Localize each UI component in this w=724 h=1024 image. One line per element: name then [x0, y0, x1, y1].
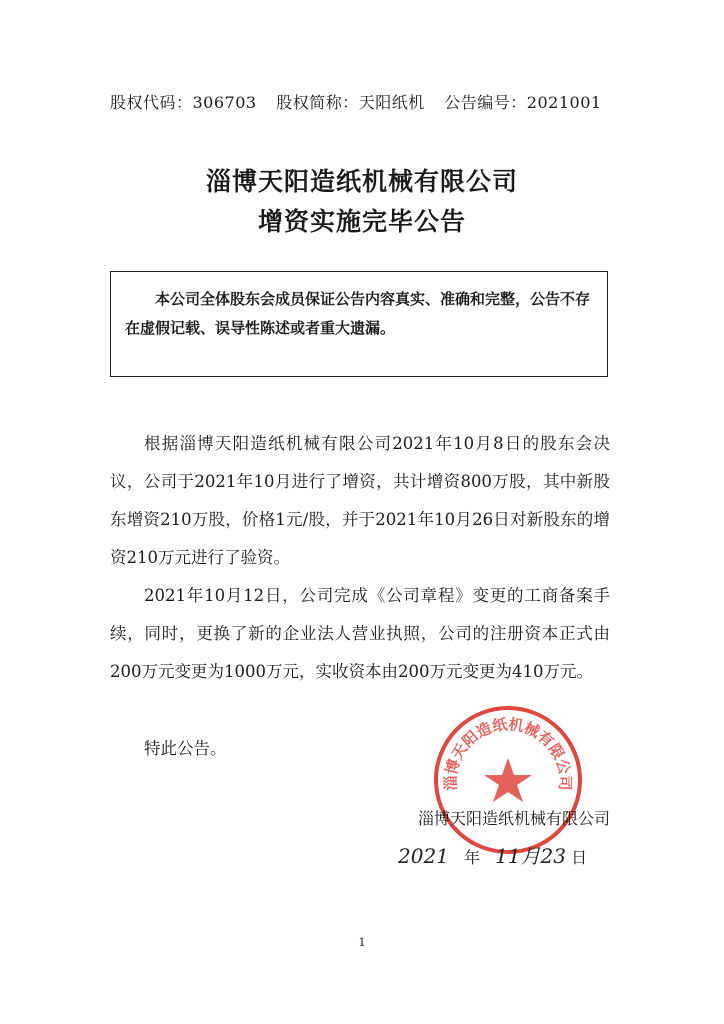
date-day-label: 日 — [571, 848, 588, 867]
body-paragraph-3: 特此公告。 — [144, 739, 227, 758]
stock-info-line — [110, 90, 630, 113]
page-number: 1 — [358, 936, 366, 949]
stock-name: 股权简称：天阳纸机 — [276, 93, 425, 112]
announcement-title: 增资实施完毕公告 — [257, 207, 466, 236]
company-title: 淄博天阳造纸机械有限公司 — [205, 167, 518, 196]
date-year-handwritten: 2021 — [398, 844, 449, 868]
notice-number: 公告编号：2021001 — [444, 93, 602, 112]
disclaimer-text: 本公司全体股东会成员保证公告内容真实、准确和完整，公告不存在虚假记载、误导性陈述或者重大遗漏。 — [125, 290, 591, 337]
disclaimer-box — [110, 271, 608, 377]
stock-code: 股权代码：306703 — [110, 93, 257, 112]
company-seal-icon — [428, 700, 588, 860]
body-paragraph-1: 根据淄博天阳造纸机械有限公司2021年10月8日的股东会决议，公司于2021年10月进行了增资，共计增资800万股，其中新股东增资210万股，价格1元/股，并于2021年10月26日对新股东的增资210万元进行了验资。 — [110, 434, 610, 567]
date-monthday-handwritten: 11月23 — [495, 844, 567, 868]
signature-company: 淄博天阳造纸机械有限公司 — [417, 809, 610, 828]
signature-date — [398, 840, 608, 880]
body-paragraph-2: 2021年10月12日，公司完成《公司章程》变更的工商备案手续，同时，更换了新的企业法人营业执照，公司的注册资本正式由200万元变更为1000万元，实收资本由200万元变更为410万元。 — [110, 586, 610, 681]
seal-text: 淄博天阳造纸机械有限公司 — [441, 715, 575, 791]
date-year-label: 年 — [464, 848, 481, 867]
